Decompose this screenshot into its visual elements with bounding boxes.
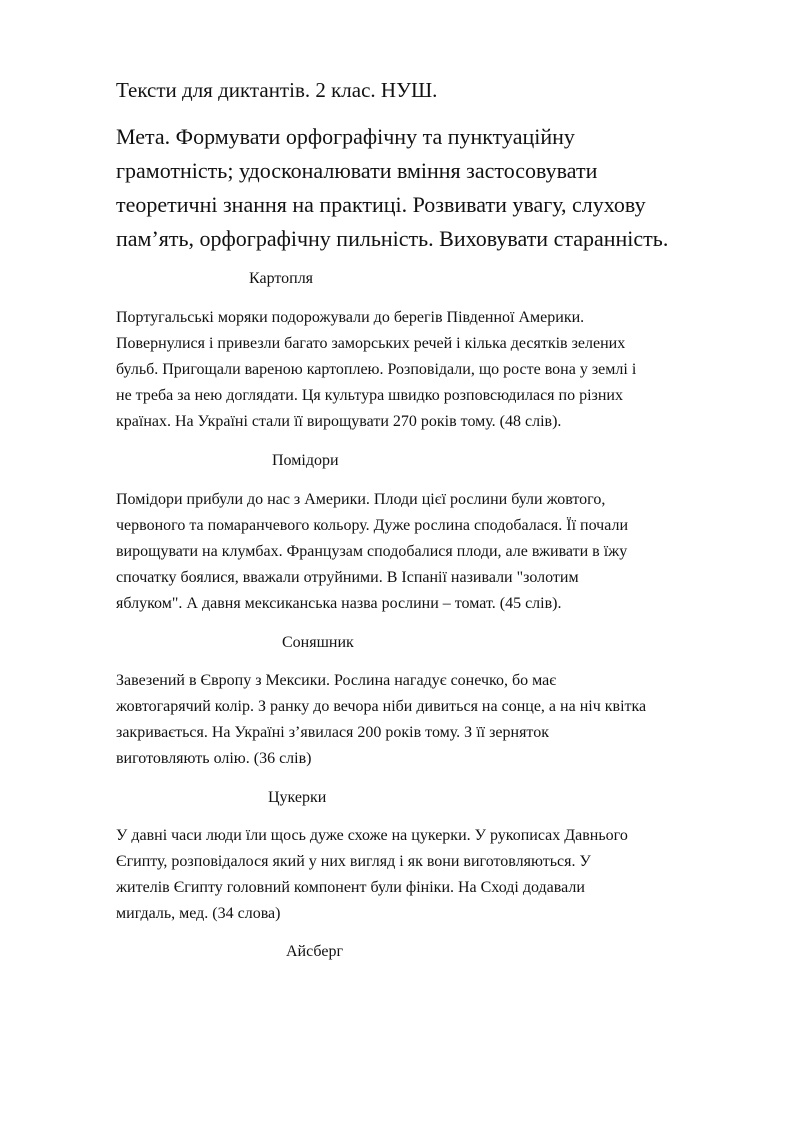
paragraph-line: Єгипту, розповідалося який у них вигляд і як вони виготовляються. У [116,853,591,870]
section-heading-tsukerky: Цукерки [268,789,327,806]
section-paragraph-pomidory [116,487,756,617]
paragraph-line: вирощувати на клумбах. Французам сподобалися плоди, але вживати в їжу [116,543,628,560]
paragraph-line: мигдаль, мед. (34 слова) [116,905,281,922]
section-paragraph-kartoplia [116,305,756,435]
paragraph-line: жителів Єгипту головний компонент були фініки. На Сході додавали [116,879,585,896]
goal-paragraph [116,120,776,256]
paragraph-line: У давні часи люди їли щось дуже схоже на цукерки. У рукописах Давнього [116,827,628,844]
section-heading-aisberg: Айсберг [286,943,344,960]
paragraph-line: Повернулися і привезли багато заморських речей і кілька десятків зелених [116,335,626,352]
paragraph-line: закривається. На Україні з’явилася 200 років тому. З її зерняток [116,724,549,741]
section-heading-kartoplia: Картопля [249,270,314,287]
paragraph-line: червоного та помаранчевого кольору. Дуже рослина сподобалася. Її почали [116,517,629,534]
paragraph-line: жовтогарячий колір. З ранку до вечора ніби дивиться на сонце, а на ніч квітка [116,698,647,715]
paragraph-line: бульб. Пригощали вареною картоплею. Розповідали, що росте вона у землі і [116,361,637,378]
section-heading-pomidory: Помідори [272,452,339,469]
paragraph-line: країнах. На Україні стали її вирощувати 270 років тому. (48 слів). [116,413,562,430]
goal-line: теоретичні знання на практиці. Розвивати увагу, слухову [116,192,646,217]
paragraph-line: Португальські моряки подорожували до берегів Південної Америки. [116,309,585,326]
section-paragraph-soniashnyk [116,668,756,772]
goal-line: пам’ять, орфографічну пильність. Виховувати старанність. [116,226,669,251]
paragraph-line: не треба за нею доглядати. Ця культура швидко розповсюдилася по різних [116,387,623,404]
section-heading-soniashnyk: Соняшник [282,634,354,651]
goal-line: грамотність; удосконалювати вміння застосовувати [116,158,598,183]
document-title: Тексти для диктантів. 2 клас. НУШ. [116,78,438,102]
paragraph-line: яблуком". А давня мексиканська назва рослини – томат. (45 слів). [116,595,562,612]
paragraph-line: спочатку боялися, вважали отруйними. В Іспанії називали "золотим [116,569,579,586]
paragraph-line: Помідори прибули до нас з Америки. Плоди цієї рослини були жовтого, [116,491,606,508]
paragraph-line: Завезений в Європу з Мексики. Рослина нагадує сонечко, бо має [116,672,557,689]
section-paragraph-tsukerky [116,823,756,927]
goal-line: Мета. Формувати орфографічну та пунктуаційну [116,124,575,149]
paragraph-line: виготовляють олію. (36 слів) [116,750,312,767]
